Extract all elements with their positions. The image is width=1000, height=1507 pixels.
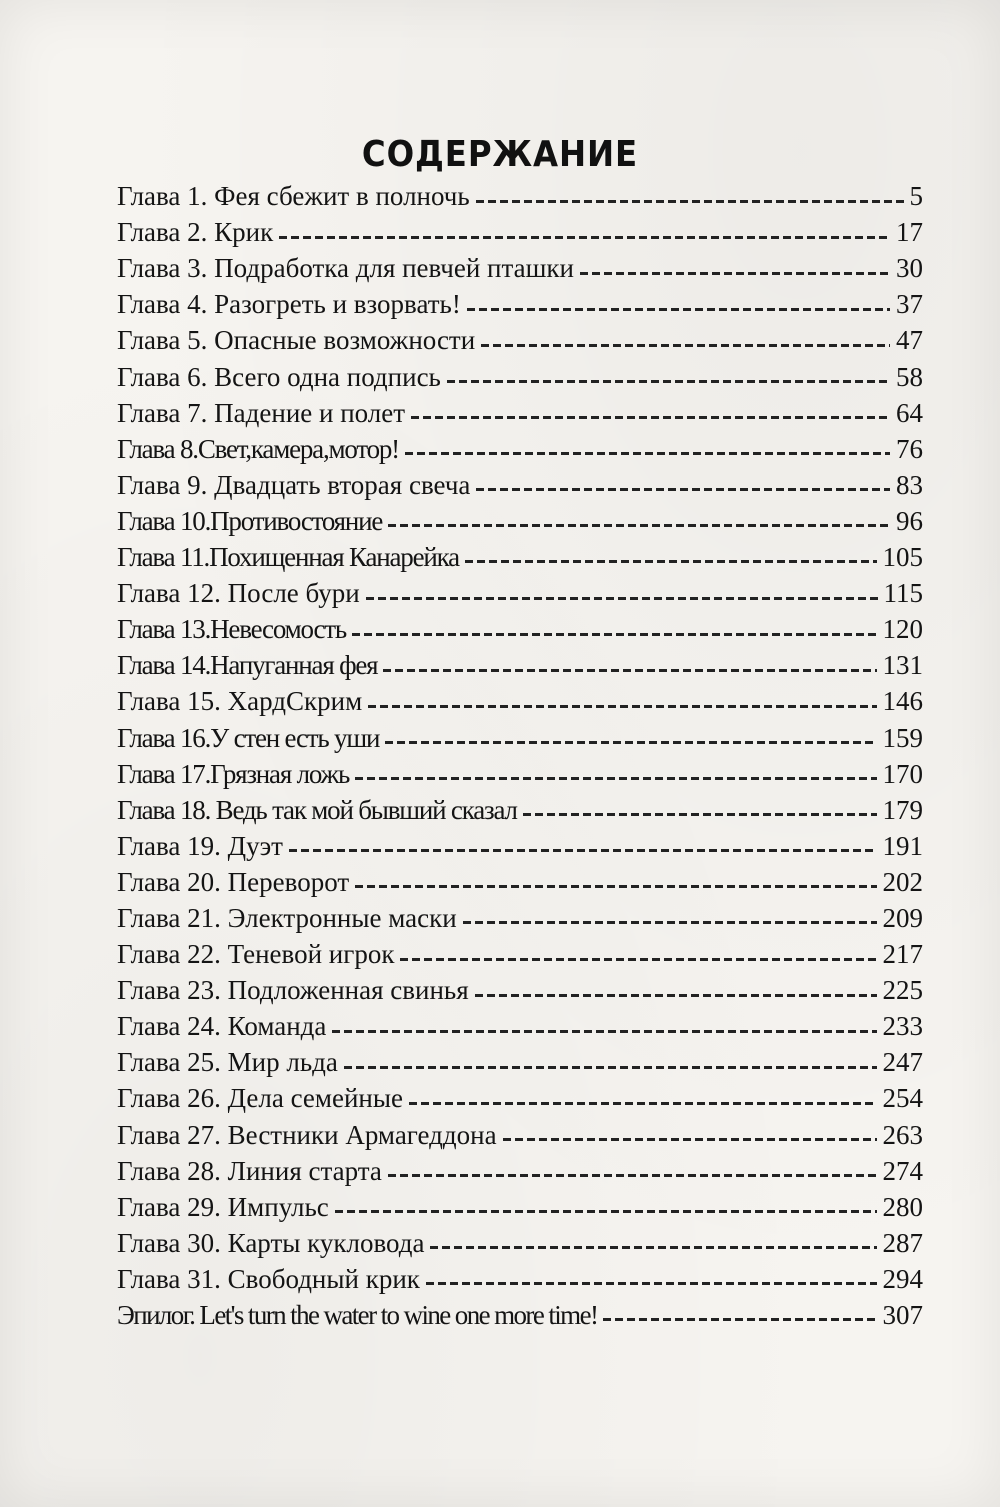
toc-entry-label: Глава 9. Двадцать вторая свеча (117, 469, 471, 500)
toc-entry-label: Глава 23. Подложенная свинья (117, 975, 469, 1006)
toc-leader (383, 669, 876, 672)
toc-entry-page: 225 (882, 975, 923, 1006)
toc-entry (117, 936, 923, 972)
toc-entry-page: 96 (896, 505, 923, 536)
toc-entry (117, 1080, 923, 1116)
toc-entry-page: 115 (883, 578, 923, 609)
toc-entry (117, 322, 923, 358)
toc-entry-label: Глава 19. Дуэт (117, 830, 283, 861)
toc-entry-label: Глава 5. Опасные возможности (117, 325, 476, 356)
toc-entry (117, 647, 923, 683)
toc-entry-label: Эпилог. Let's turn the water to wine one more time! (117, 1300, 598, 1330)
toc-entry (117, 828, 923, 864)
toc-entry-page: 17 (896, 217, 923, 248)
toc-leader (447, 380, 890, 383)
toc-entry (117, 1044, 923, 1080)
toc-entry-page: 58 (896, 361, 923, 392)
toc-entry (117, 792, 923, 828)
toc-leader (426, 1282, 877, 1285)
toc-entry-page: 209 (882, 902, 923, 933)
toc-entry-page: 280 (882, 1191, 923, 1222)
toc-entry-page: 254 (882, 1083, 923, 1114)
toc-entry-page: 307 (882, 1300, 923, 1330)
toc-entry-page: 120 (882, 614, 923, 645)
toc-entry-label: Глава 21. Электронные маски (117, 902, 457, 933)
toc-entry-page: 247 (882, 1047, 923, 1078)
toc-entry (117, 1261, 923, 1297)
toc-entry-page: 217 (882, 939, 923, 970)
toc-entry (117, 539, 923, 575)
toc-leader (332, 1030, 876, 1033)
toc-entry (117, 467, 923, 503)
toc-entry-page: 131 (882, 650, 923, 681)
toc-leader (335, 1210, 877, 1213)
toc-entry-label: Глава 4. Разогреть и взорвать! (117, 289, 461, 320)
toc-entry (117, 683, 923, 719)
toc-entry (117, 719, 923, 755)
toc-leader (289, 849, 877, 852)
toc-entry-label: Глава 12. После бури (117, 578, 360, 609)
toc-leader (388, 524, 890, 527)
toc-entry-page: 179 (882, 794, 923, 825)
toc-entry-page: 294 (882, 1263, 923, 1294)
toc-entry-label: Глава 11.Похищенная Канарейка (117, 542, 459, 573)
toc-entry-page: 170 (882, 758, 923, 789)
toc-entry-label: Глава 6. Всего одна подпись (117, 361, 441, 392)
toc-entry (117, 1297, 923, 1333)
toc-leader (503, 1138, 877, 1141)
toc-entry-label: Глава 28. Линия старта (117, 1155, 382, 1186)
toc-leader (366, 597, 878, 600)
toc-entry-page: 263 (882, 1119, 923, 1150)
toc-leader (352, 633, 877, 636)
toc-entry-page: 30 (896, 253, 923, 284)
toc-entry-label: Глава 13.Невесомость (117, 614, 346, 645)
toc-entry-label: Глава 30. Карты кукловода (117, 1227, 425, 1258)
toc-entry-page: 233 (882, 1011, 923, 1042)
toc-leader (475, 994, 877, 997)
toc-entry (117, 431, 923, 467)
toc-entry-label: Глава 31. Свободный крик (117, 1263, 420, 1294)
toc-leader (465, 560, 877, 563)
toc-entry (117, 286, 923, 322)
toc-leader (344, 1066, 877, 1069)
toc-entry-page: 202 (882, 866, 923, 897)
toc-leader (411, 416, 890, 419)
toc-leader (279, 236, 890, 239)
toc-entry-label: Глава 10.Противостояние (117, 505, 383, 536)
toc-leader (385, 741, 876, 744)
toc-entry (117, 1225, 923, 1261)
toc-entry-page: 287 (882, 1227, 923, 1258)
toc-entry-label: Глава 22. Теневой игрок (117, 939, 395, 970)
toc-entry (117, 178, 923, 214)
toc-entry (117, 1008, 923, 1044)
toc-entry-page: 64 (896, 397, 923, 428)
toc-entry-page: 146 (882, 686, 923, 717)
table-of-contents (117, 178, 923, 1333)
toc-leader (355, 885, 876, 888)
toc-entry-page: 47 (896, 325, 923, 356)
toc-entry-label: Глава 29. Импульс (117, 1191, 329, 1222)
toc-entry-label: Глава 16.У стен есть уши (117, 722, 380, 753)
toc-entry (117, 1116, 923, 1152)
toc-entry-label: Глава 20. Переворот (117, 866, 350, 897)
toc-entry-label: Глава 14.Напуганная фея (117, 650, 378, 681)
toc-entry-page: 76 (896, 433, 923, 464)
toc-entry-label: Глава 15. ХардСкрим (117, 686, 363, 717)
toc-entry (117, 250, 923, 286)
toc-entry (117, 864, 923, 900)
toc-entry-label: Глава 2. Крик (117, 217, 274, 248)
toc-entry-page: 191 (882, 830, 923, 861)
toc-leader (409, 1102, 877, 1105)
toc-entry-page: 159 (882, 722, 923, 753)
toc-leader (355, 777, 876, 780)
toc-entry-page: 274 (882, 1155, 923, 1186)
toc-leader (523, 813, 877, 816)
toc-entry (117, 503, 923, 539)
toc-entry-label: Глава 7. Падение и полет (117, 397, 406, 428)
toc-entry-label: Глава 27. Вестники Армагеддона (117, 1119, 497, 1150)
toc-entry-label: Глава 17.Грязная ложь (117, 758, 350, 789)
toc-entry (117, 1153, 923, 1189)
toc-entry-page: 37 (896, 289, 923, 320)
toc-leader (405, 452, 890, 455)
toc-entry-label: Глава 3. Подработка для певчей пташки (117, 253, 574, 284)
page-title: СОДЕРЖАНИЕ (361, 134, 639, 175)
toc-leader (603, 1318, 876, 1321)
toc-leader (476, 488, 890, 491)
toc-entry-label: Глава 25. Мир льда (117, 1047, 338, 1078)
toc-entry (117, 214, 923, 250)
toc-leader (430, 1246, 876, 1249)
toc-leader (463, 921, 877, 924)
toc-entry (117, 611, 923, 647)
toc-entry (117, 756, 923, 792)
toc-entry (117, 395, 923, 431)
toc-entry-label: Глава 8.Свет,камера,мотор! (117, 433, 399, 464)
toc-leader (388, 1174, 877, 1177)
toc-entry-page: 105 (882, 542, 923, 573)
toc-entry-label: Глава 26. Дела семейные (117, 1083, 403, 1114)
toc-entry (117, 1189, 923, 1225)
toc-leader (580, 272, 890, 275)
toc-entry (117, 358, 923, 394)
toc-leader (476, 200, 904, 203)
toc-entry (117, 900, 923, 936)
toc-entry (117, 575, 923, 611)
toc-entry-label: Глава 24. Команда (117, 1011, 327, 1042)
toc-entry (117, 972, 923, 1008)
toc-entry-label: Глава 18. Ведь так мой бывший сказал (117, 794, 517, 825)
toc-leader (400, 958, 876, 961)
toc-entry-page: 83 (896, 469, 923, 500)
toc-leader (368, 705, 876, 708)
toc-entry-label: Глава 1. Фея сбежит в полночь (117, 181, 470, 212)
toc-entry-page: 5 (909, 181, 923, 212)
toc-leader (481, 344, 890, 347)
toc-leader (467, 308, 890, 311)
